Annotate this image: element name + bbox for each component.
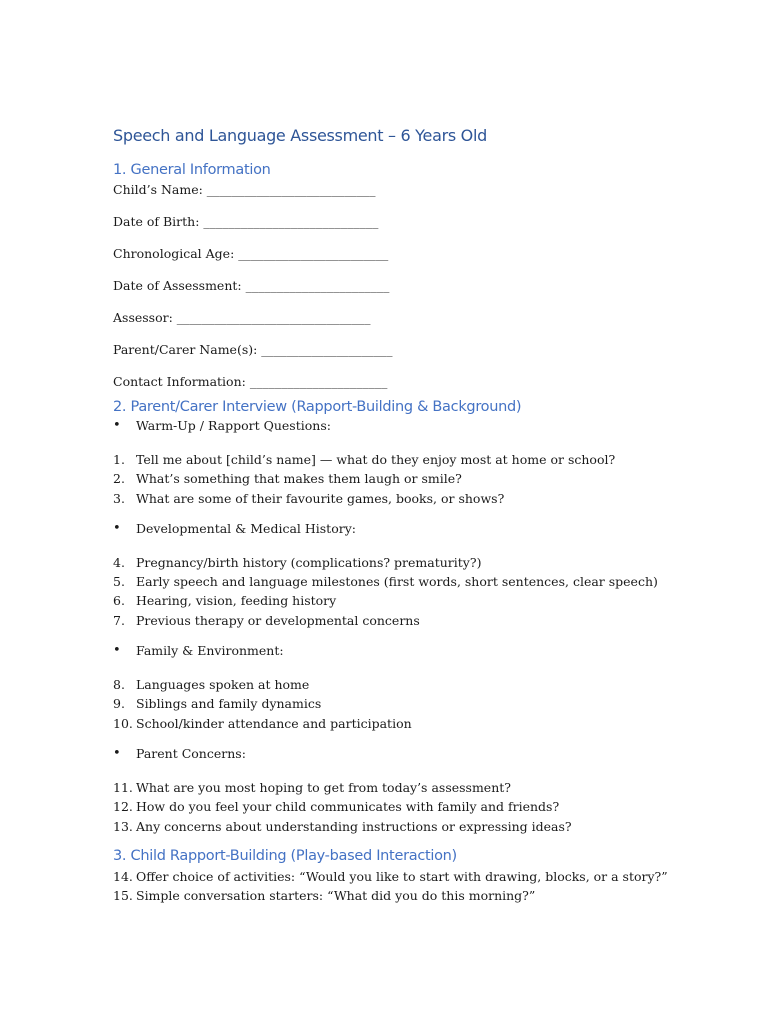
list-number: 15.	[113, 888, 133, 904]
child-rapport-list	[113, 867, 673, 906]
list-text: School/kinder attendance and participation	[136, 715, 412, 731]
section-heading-child-rapport: 3. Child Rapport-Building (Play-based Interaction)	[113, 847, 457, 864]
list-number: 8.	[113, 677, 125, 693]
list-number: 1.	[113, 452, 125, 467]
field-childs-name: Child’s Name: ___________________________	[113, 182, 376, 197]
list-item	[113, 714, 673, 733]
list-item	[113, 886, 673, 905]
list-number: 4.	[113, 554, 125, 570]
list-item	[113, 675, 673, 694]
list-number: 10.	[113, 715, 133, 731]
list-text: Languages spoken at home	[136, 677, 310, 693]
list-text: Tell me about [child’s name] — what do they enjoy most at home or school?	[136, 452, 616, 467]
section-heading-parent-interview: 2. Parent/Carer Interview (Rapport-Building & Background)	[113, 399, 522, 415]
list-text: What are you most hoping to get from today’s assessment?	[136, 779, 511, 795]
bullet-label: Parent Concerns:	[136, 745, 246, 761]
bullet-label: Developmental & Medical History:	[136, 520, 356, 536]
list-number: 5.	[113, 574, 125, 590]
family-environment-list	[113, 675, 673, 733]
document-body	[113, 126, 673, 905]
list-item	[113, 450, 673, 469]
field-date-of-assessment: Date of Assessment: _______________________	[113, 278, 390, 293]
list-item	[113, 591, 673, 610]
list-number: 6.	[113, 593, 125, 609]
list-number: 14.	[113, 868, 133, 884]
list-text: Pregnancy/birth history (complications? prematurity?)	[136, 554, 482, 570]
list-text: What’s something that makes them laugh or smile?	[136, 471, 462, 487]
parent-concerns-list	[113, 778, 673, 836]
list-text: Previous therapy or developmental concerns	[136, 612, 420, 628]
developmental-history-list	[113, 553, 673, 630]
bullet-icon: •	[113, 643, 121, 659]
field-assessor: Assessor: _______________________________	[113, 310, 371, 325]
list-number: 13.	[113, 818, 133, 834]
bullet-parent-concerns	[113, 746, 673, 762]
general-information-fields	[113, 182, 673, 396]
field-chronological-age: Chronological Age: ________________________	[113, 246, 389, 261]
section-heading-general-information: 1. General Information	[113, 162, 271, 178]
list-text: Siblings and family dynamics	[136, 696, 322, 712]
list-text: Offer choice of activities: “Would you like to start with drawing, blocks, or a story?”	[136, 868, 668, 884]
list-number: 7.	[113, 612, 125, 628]
list-number: 2.	[113, 471, 125, 487]
bullet-developmental-history	[113, 521, 673, 537]
list-number: 11.	[113, 779, 133, 795]
list-item	[113, 817, 673, 836]
list-item	[113, 572, 673, 591]
bullet-icon: •	[113, 418, 121, 433]
list-number: 9.	[113, 696, 125, 712]
list-text: What are some of their favourite games, books, or shows?	[136, 490, 505, 506]
field-contact-information: Contact Information: ______________________	[113, 374, 388, 389]
list-item	[113, 797, 673, 816]
list-item	[113, 694, 673, 713]
list-text: How do you feel your child communicates with family and friends?	[136, 799, 560, 815]
bullet-family-environment	[113, 643, 673, 659]
field-date-of-birth: Date of Birth: ____________________________	[113, 214, 379, 229]
list-item	[113, 489, 673, 508]
bullet-label: Warm-Up / Rapport Questions:	[136, 418, 331, 433]
field-parent-carer-names: Parent/Carer Name(s): _____________________	[113, 342, 393, 357]
document-title: Speech and Language Assessment – 6 Years Old	[113, 126, 487, 145]
list-text: Hearing, vision, feeding history	[136, 593, 337, 609]
list-number: 12.	[113, 799, 133, 815]
list-item	[113, 867, 673, 886]
list-number: 3.	[113, 490, 125, 506]
list-text: Any concerns about understanding instructions or expressing ideas?	[136, 818, 572, 834]
warm-up-list	[113, 450, 673, 508]
bullet-label: Family & Environment:	[136, 643, 284, 659]
list-text: Early speech and language milestones (first words, short sentences, clear speech)	[136, 574, 658, 590]
list-item	[113, 469, 673, 488]
list-item	[113, 553, 673, 572]
list-item	[113, 778, 673, 797]
list-text: Simple conversation starters: “What did you do this morning?”	[136, 888, 536, 904]
bullet-warm-up	[113, 418, 673, 434]
list-item	[113, 611, 673, 630]
bullet-icon: •	[113, 745, 121, 761]
bullet-icon: •	[113, 520, 121, 536]
